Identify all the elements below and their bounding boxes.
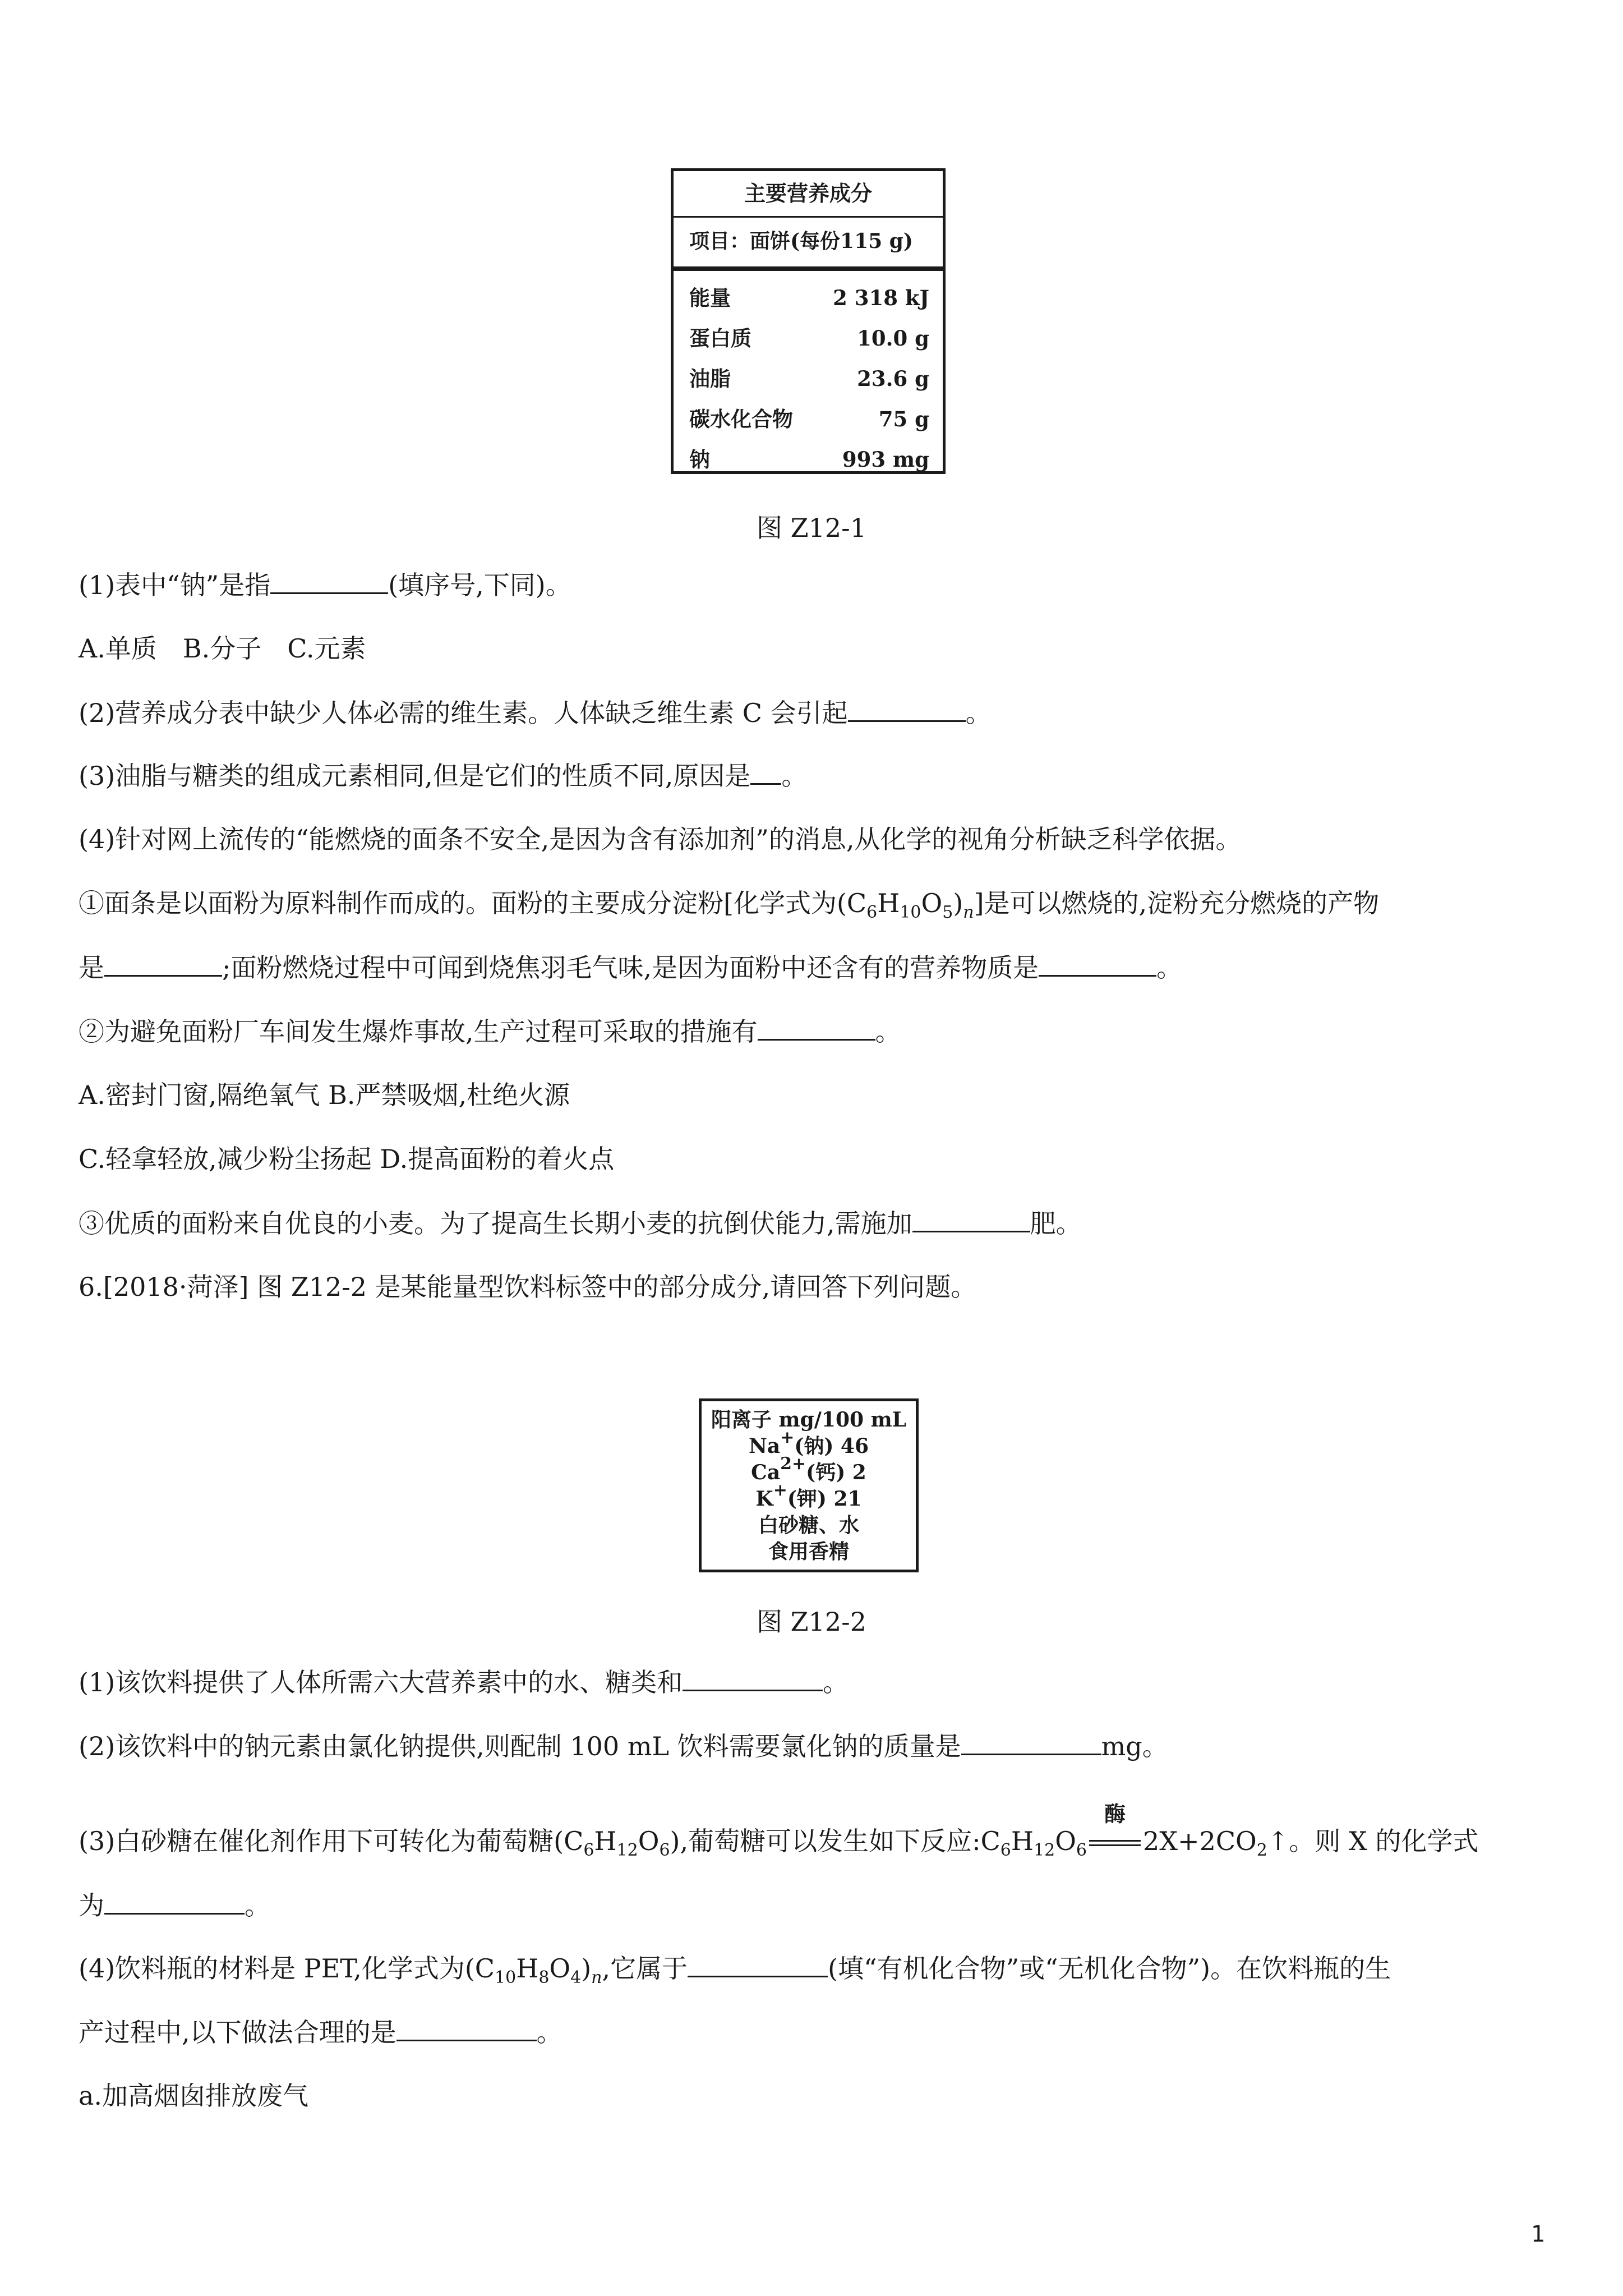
table-subheader: 项目：面饼(每份115 g) — [674, 216, 943, 271]
label-line — [702, 1454, 916, 1486]
subscript: 10 — [900, 903, 921, 922]
text: (填“有机化合物”或“无机化合物”)。在饮料瓶的生 — [828, 1953, 1391, 1984]
figure2-caption: 图 Z12-2 — [757, 1607, 866, 1637]
q5-part1-options: A.单质 B.分子 C.元素 — [79, 633, 366, 664]
table-row — [689, 358, 929, 399]
text: ) — [581, 1953, 592, 1984]
answer-blank[interactable] — [750, 758, 781, 785]
subscript: 6 — [583, 1841, 594, 1860]
subscript: 10 — [495, 1968, 517, 1987]
subscript: 12 — [1034, 1841, 1055, 1860]
subscript: 5 — [942, 903, 953, 922]
row-name: 蛋白质 — [689, 326, 751, 351]
text: ;面粉燃烧过程中可闻到烧焦羽毛气味,是因为面粉中还含有的营养物质是 — [222, 953, 1039, 983]
q6-part2 — [79, 1729, 1168, 1763]
subscript: 8 — [538, 1968, 550, 1987]
text: (钙) 2 — [806, 1461, 866, 1484]
answer-blank[interactable] — [758, 1014, 875, 1041]
answer-blank[interactable] — [396, 2015, 537, 2041]
table-header: 主要营养成分 — [674, 171, 943, 218]
q5-sub2-options-1: A.密封门窗,隔绝氧气 B.严禁吸烟,杜绝火源 — [79, 1080, 570, 1110]
text: (1)该饮料提供了人体所需六大营养素中的水、糖类和 — [79, 1667, 683, 1697]
subscript: 4 — [570, 1968, 582, 1987]
q5-part3 — [79, 758, 807, 793]
q6-part4 — [79, 1951, 1391, 1985]
text: 2X+2CO — [1143, 1826, 1257, 1856]
text: mg。 — [1101, 1731, 1168, 1761]
text: O — [549, 1953, 571, 1984]
text: 是 — [79, 953, 104, 983]
row-value: 75 g — [878, 407, 929, 431]
catalyst-label: 酶 — [1104, 1801, 1126, 1826]
label-line — [702, 1428, 916, 1460]
table-row — [689, 278, 929, 318]
row-value: 993 mg — [842, 447, 929, 472]
text: (2)营养成分表中缺少人体必需的维生素。人体缺乏维生素 C 会引起 — [79, 698, 848, 728]
text: (钾) 21 — [787, 1487, 862, 1511]
subscript: 12 — [616, 1841, 638, 1860]
table-row — [689, 399, 929, 439]
text: 。 — [536, 2017, 562, 2047]
table-rows — [689, 278, 929, 480]
answer-blank[interactable] — [961, 1729, 1101, 1755]
subscript: 6 — [866, 903, 878, 922]
text: ③优质的面粉来自优良的小麦。为了提高生长期小麦的抗倒伏能力,需施加 — [79, 1208, 912, 1239]
text: ) — [953, 888, 963, 918]
row-name: 碳水化合物 — [689, 407, 793, 431]
subscript: 6 — [659, 1841, 670, 1860]
row-name: 油脂 — [689, 366, 731, 391]
row-value: 10.0 g — [857, 326, 929, 351]
text: (3)白砂糖在催化剂作用下可转化为葡萄糖(C — [79, 1826, 584, 1856]
text: (3)油脂与糖类的组成元素相同,但是它们的性质不同,原因是 — [79, 761, 751, 791]
subscript: 2 — [1256, 1841, 1267, 1860]
text: O — [1055, 1826, 1076, 1856]
row-value: 2 318 kJ — [833, 286, 929, 310]
text: 。 — [965, 698, 992, 728]
drink-label — [699, 1398, 919, 1572]
superscript: + — [780, 1428, 795, 1447]
q6-part1 — [79, 1665, 849, 1699]
q5-part4: (4)针对网上流传的“能燃烧的面条不安全,是因为含有添加剂”的消息,从化学的视角分析缺乏科学依据。 — [79, 824, 1242, 854]
q6-option-a: a.加高烟囱排放废气 — [79, 2081, 309, 2111]
answer-blank[interactable] — [683, 1665, 823, 1691]
text: Na — [748, 1434, 781, 1458]
text: (2)该饮料中的钠元素由氯化钠提供,则配制 100 mL 饮料需要氯化钠的质量是 — [79, 1731, 961, 1761]
text: K — [755, 1487, 773, 1511]
q5-part2 — [79, 696, 992, 730]
label-line: 食用香精 — [768, 1540, 849, 1563]
q6-intro: 6.[2018·菏泽] 图 Z12-2 是某能量型饮料标签中的部分成分,请回答下列问题。 — [79, 1272, 977, 1302]
answer-blank[interactable] — [912, 1206, 1030, 1232]
text: H — [594, 1826, 617, 1856]
table-row — [689, 318, 929, 358]
row-value: 23.6 g — [857, 366, 929, 391]
text: 。 — [875, 1016, 901, 1047]
answer-blank[interactable] — [848, 696, 966, 722]
text: 。 — [245, 1890, 270, 1921]
q5-sub2 — [79, 1014, 901, 1048]
text: (填序号,下同)。 — [388, 570, 571, 600]
text: ),葡萄糖可以发生如下反应:C — [670, 1826, 1000, 1856]
subscript: n — [963, 903, 974, 922]
page-number: 1 — [1531, 2221, 1546, 2247]
q5-sub1 — [79, 886, 1379, 920]
answer-blank[interactable] — [688, 1951, 828, 1977]
q5-part1 — [79, 568, 571, 602]
subscript: 6 — [1076, 1841, 1087, 1860]
text: 。 — [823, 1667, 849, 1697]
answer-blank[interactable] — [104, 950, 222, 977]
q6-part3 — [79, 1801, 1479, 1860]
subscript: 6 — [1000, 1841, 1011, 1860]
reaction-equals-sign — [1087, 1801, 1143, 1858]
q6-part4-cont — [79, 2015, 562, 2049]
text: 肥。 — [1030, 1208, 1082, 1239]
q5-sub3 — [79, 1206, 1082, 1240]
superscript: 2+ — [780, 1454, 806, 1474]
figure1-caption: 图 Z12-1 — [757, 513, 866, 543]
answer-blank[interactable] — [1039, 950, 1156, 977]
text: H — [1011, 1826, 1034, 1856]
text: Ca — [751, 1461, 781, 1484]
label-line — [702, 1480, 916, 1512]
text: 产过程中,以下做法合理的是 — [79, 2017, 396, 2047]
text: (4)饮料瓶的材料是 PET,化学式为(C — [79, 1953, 495, 1984]
q5-sub1-cont — [79, 950, 1182, 984]
text: ,它属于 — [602, 1953, 688, 1984]
text: O — [921, 888, 943, 918]
q5-sub2-options-2: C.轻拿轻放,减少粉尘扬起 D.提高面粉的着火点 — [79, 1144, 615, 1174]
label-line: 阳离子 mg/100 mL — [711, 1408, 907, 1432]
text: (钠) 46 — [794, 1434, 869, 1458]
text: 。 — [1156, 953, 1183, 983]
text: O — [638, 1826, 660, 1856]
text: 为 — [79, 1890, 104, 1921]
answer-blank[interactable] — [104, 1888, 245, 1915]
q6-part3-cont — [79, 1888, 270, 1922]
table-row — [689, 439, 929, 480]
text: ②为避免面粉厂车间发生爆炸事故,生产过程可采取的措施有 — [79, 1016, 758, 1047]
text: H — [516, 1953, 539, 1984]
text: ]是可以燃烧的,淀粉充分燃烧的产物 — [974, 888, 1380, 918]
text: ①面条是以面粉为原料制作而成的。面粉的主要成分淀粉[化学式为(C — [79, 888, 867, 918]
superscript: + — [773, 1480, 787, 1500]
nutrition-table — [671, 168, 946, 474]
text: ↑。则 X 的化学式 — [1267, 1826, 1479, 1856]
text: H — [877, 888, 900, 918]
row-name: 钠 — [689, 447, 710, 472]
row-name: 能量 — [689, 286, 731, 310]
text: 。 — [781, 761, 808, 791]
label-line: 白砂糖、水 — [758, 1513, 859, 1537]
subscript: n — [591, 1968, 602, 1987]
answer-blank[interactable] — [270, 568, 388, 594]
text: (1)表中“钠”是指 — [79, 570, 271, 600]
